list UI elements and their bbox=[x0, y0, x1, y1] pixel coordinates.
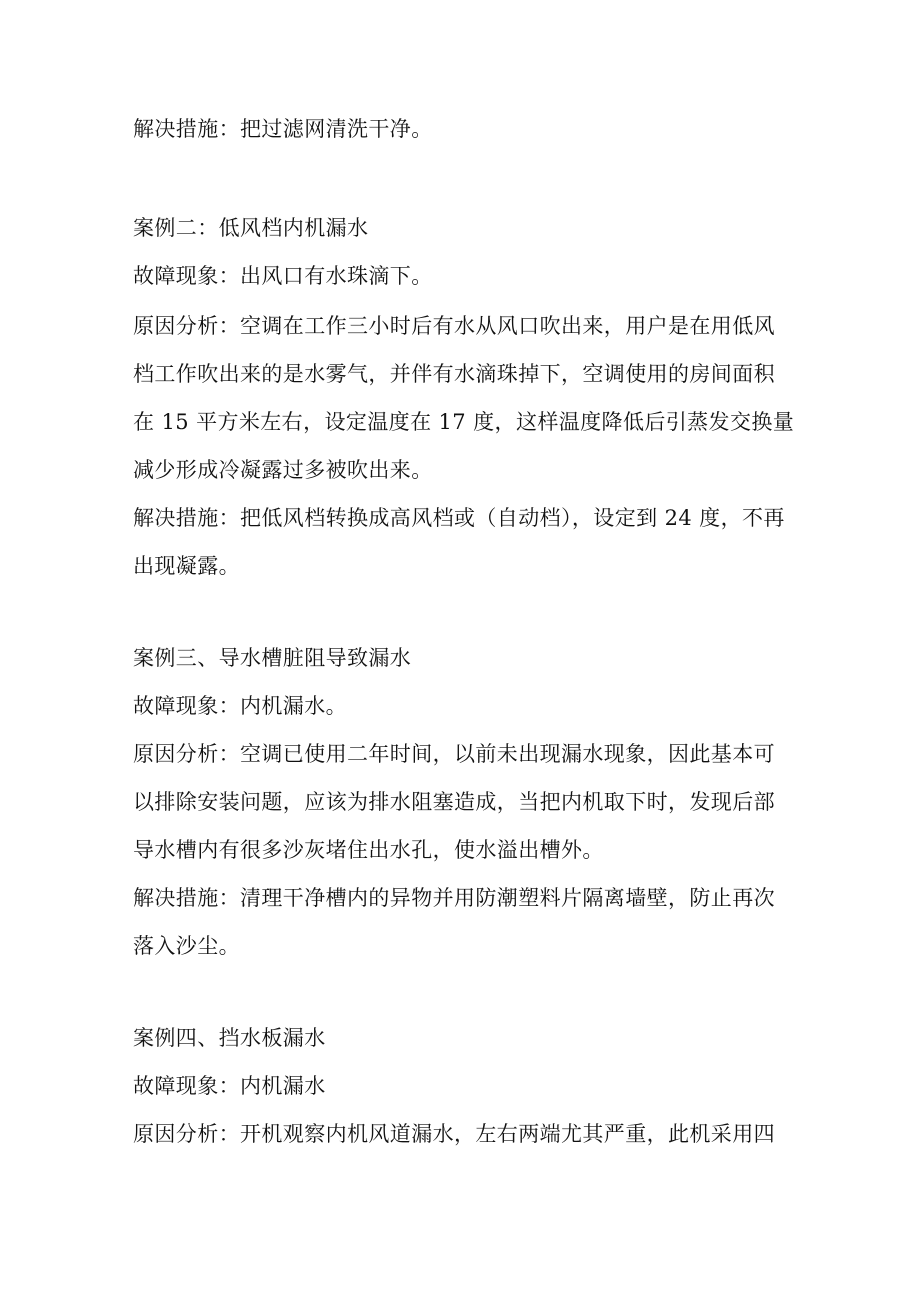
text-line: 在 15 平方米左右，设定温度在 17 度，这样温度降低后引蒸发交换量 bbox=[133, 410, 795, 434]
text-line: 原因分析：开机观察内机风道漏水，左右两端尤其严重，此机采用四 bbox=[133, 1122, 775, 1146]
text-line: 故障现象：出风口有水珠滴下。 bbox=[133, 264, 433, 288]
text-line: 落入沙尘。 bbox=[133, 934, 240, 958]
text-line: 档工作吹出来的是水雾气，并伴有水滴珠掉下，空调使用的房间面积 bbox=[133, 362, 775, 386]
text-line: 原因分析：空调已使用二年时间，以前未出现漏水现象，因此基本可 bbox=[133, 742, 775, 766]
text-line: 解决措施：把低风档转换成高风档或（自动档），设定到 24 度，不再 bbox=[133, 506, 785, 530]
text-line: 解决措施：把过滤网清洗干净。 bbox=[133, 117, 433, 141]
section-heading: 案例三、导水槽脏阻导致漏水 bbox=[133, 646, 412, 670]
text-line: 故障现象：内机漏水。 bbox=[133, 694, 347, 718]
section-heading: 案例二：低风档内机漏水 bbox=[133, 216, 369, 240]
text-line: 出现凝露。 bbox=[133, 554, 240, 578]
text-line: 以排除安装问题，应该为排水阻塞造成，当把内机取下时，发现后部 bbox=[133, 790, 775, 814]
text-line: 减少形成冷凝露过多被吹出来。 bbox=[133, 458, 433, 482]
text-line: 原因分析：空调在工作三小时后有水从风口吹出来，用户是在用低风 bbox=[133, 314, 775, 338]
text-line: 导水槽内有很多沙灰堵住出水孔，使水溢出槽外。 bbox=[133, 838, 604, 862]
text-line: 解决措施：清理干净槽内的异物并用防潮塑料片隔离墙壁，防止再次 bbox=[133, 886, 775, 910]
section-heading: 案例四、挡水板漏水 bbox=[133, 1026, 326, 1050]
text-line: 故障现象：内机漏水 bbox=[133, 1074, 326, 1098]
